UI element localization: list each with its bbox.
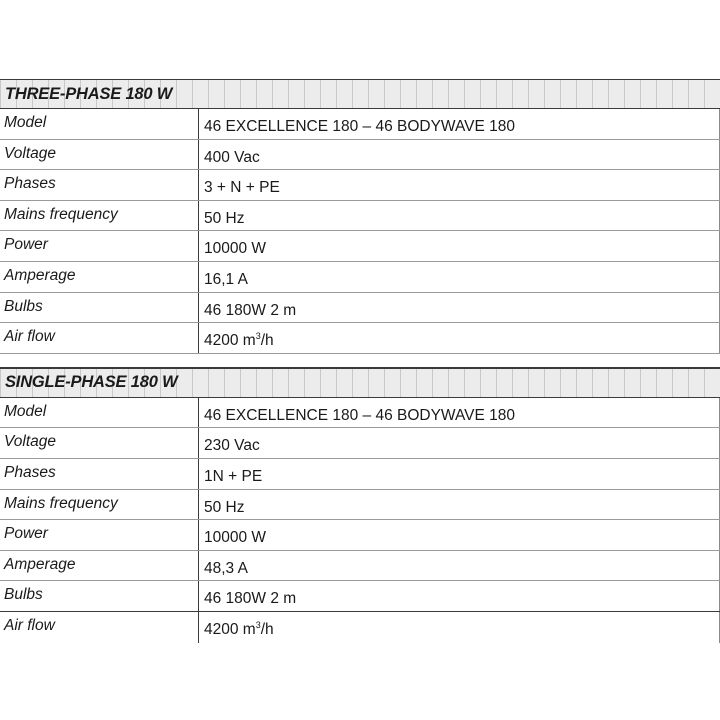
spec-row-bulbs (0, 581, 720, 612)
spec-value: 400 Vac (199, 140, 720, 170)
spec-value: 3 + N + PE (199, 170, 720, 200)
value-number: 4200 m (204, 332, 256, 350)
spec-value: 10000 W (199, 520, 720, 550)
spec-value: 46 EXCELLENCE 180 – 46 BODYWAVE 180 (199, 109, 720, 139)
spec-row-amperage (0, 551, 720, 582)
spec-value: 46 EXCELLENCE 180 – 46 BODYWAVE 180 (199, 398, 720, 428)
spec-label: Phases (0, 459, 199, 489)
spec-label: Amperage (0, 551, 199, 581)
value-exponent: 3 (255, 331, 261, 342)
spec-label: Voltage (0, 140, 199, 170)
spec-label: Air flow (0, 323, 199, 353)
spec-label: Air flow (0, 612, 199, 643)
value-number: 4200 m (204, 620, 256, 638)
spec-label: Model (0, 109, 199, 139)
spec-label: Amperage (0, 262, 199, 292)
spec-value: 1N + PE (199, 459, 720, 489)
spec-row-mains-frequency (0, 201, 720, 232)
spec-label: Mains frequency (0, 490, 199, 520)
section-header-single-phase (0, 368, 720, 398)
spec-row-air-flow (0, 612, 720, 643)
spec-value: 10000 W (199, 231, 720, 261)
spec-row-amperage (0, 262, 720, 293)
spec-label: Mains frequency (0, 201, 199, 231)
spec-row-phases (0, 170, 720, 201)
section-header-three-phase (0, 79, 720, 109)
spec-label: Voltage (0, 428, 199, 458)
spec-label: Bulbs (0, 581, 199, 611)
spec-value (199, 612, 720, 643)
spec-label: Bulbs (0, 293, 199, 323)
spec-row-power (0, 231, 720, 262)
spec-row-voltage (0, 428, 720, 459)
spec-value: 50 Hz (199, 490, 720, 520)
spec-label: Phases (0, 170, 199, 200)
spec-label: Power (0, 520, 199, 550)
value-unit: /h (260, 332, 274, 350)
section-title: SINGLE-PHASE 180 W (5, 373, 178, 392)
spec-row-power (0, 520, 720, 551)
spec-row-mains-frequency (0, 490, 720, 521)
spec-sheet (0, 79, 720, 643)
spec-value: 46 180W 2 m (199, 293, 720, 323)
spec-label: Power (0, 231, 199, 261)
spec-row-model (0, 109, 720, 140)
spec-value: 50 Hz (199, 201, 720, 231)
spec-row-voltage (0, 140, 720, 171)
spec-value (199, 323, 720, 353)
value-exponent: 3 (255, 619, 261, 630)
spec-row-model (0, 398, 720, 429)
spec-value: 16,1 A (199, 262, 720, 292)
spec-value: 230 Vac (199, 428, 720, 458)
spec-row-air-flow (0, 323, 720, 354)
section-spacer (0, 354, 720, 368)
spec-row-phases (0, 459, 720, 490)
spec-label: Model (0, 398, 199, 428)
spec-value: 46 180W 2 m (199, 581, 720, 611)
spec-row-bulbs (0, 293, 720, 324)
section-title: THREE-PHASE 180 W (5, 84, 173, 103)
spec-value: 48,3 A (199, 551, 720, 581)
value-unit: /h (260, 620, 274, 638)
